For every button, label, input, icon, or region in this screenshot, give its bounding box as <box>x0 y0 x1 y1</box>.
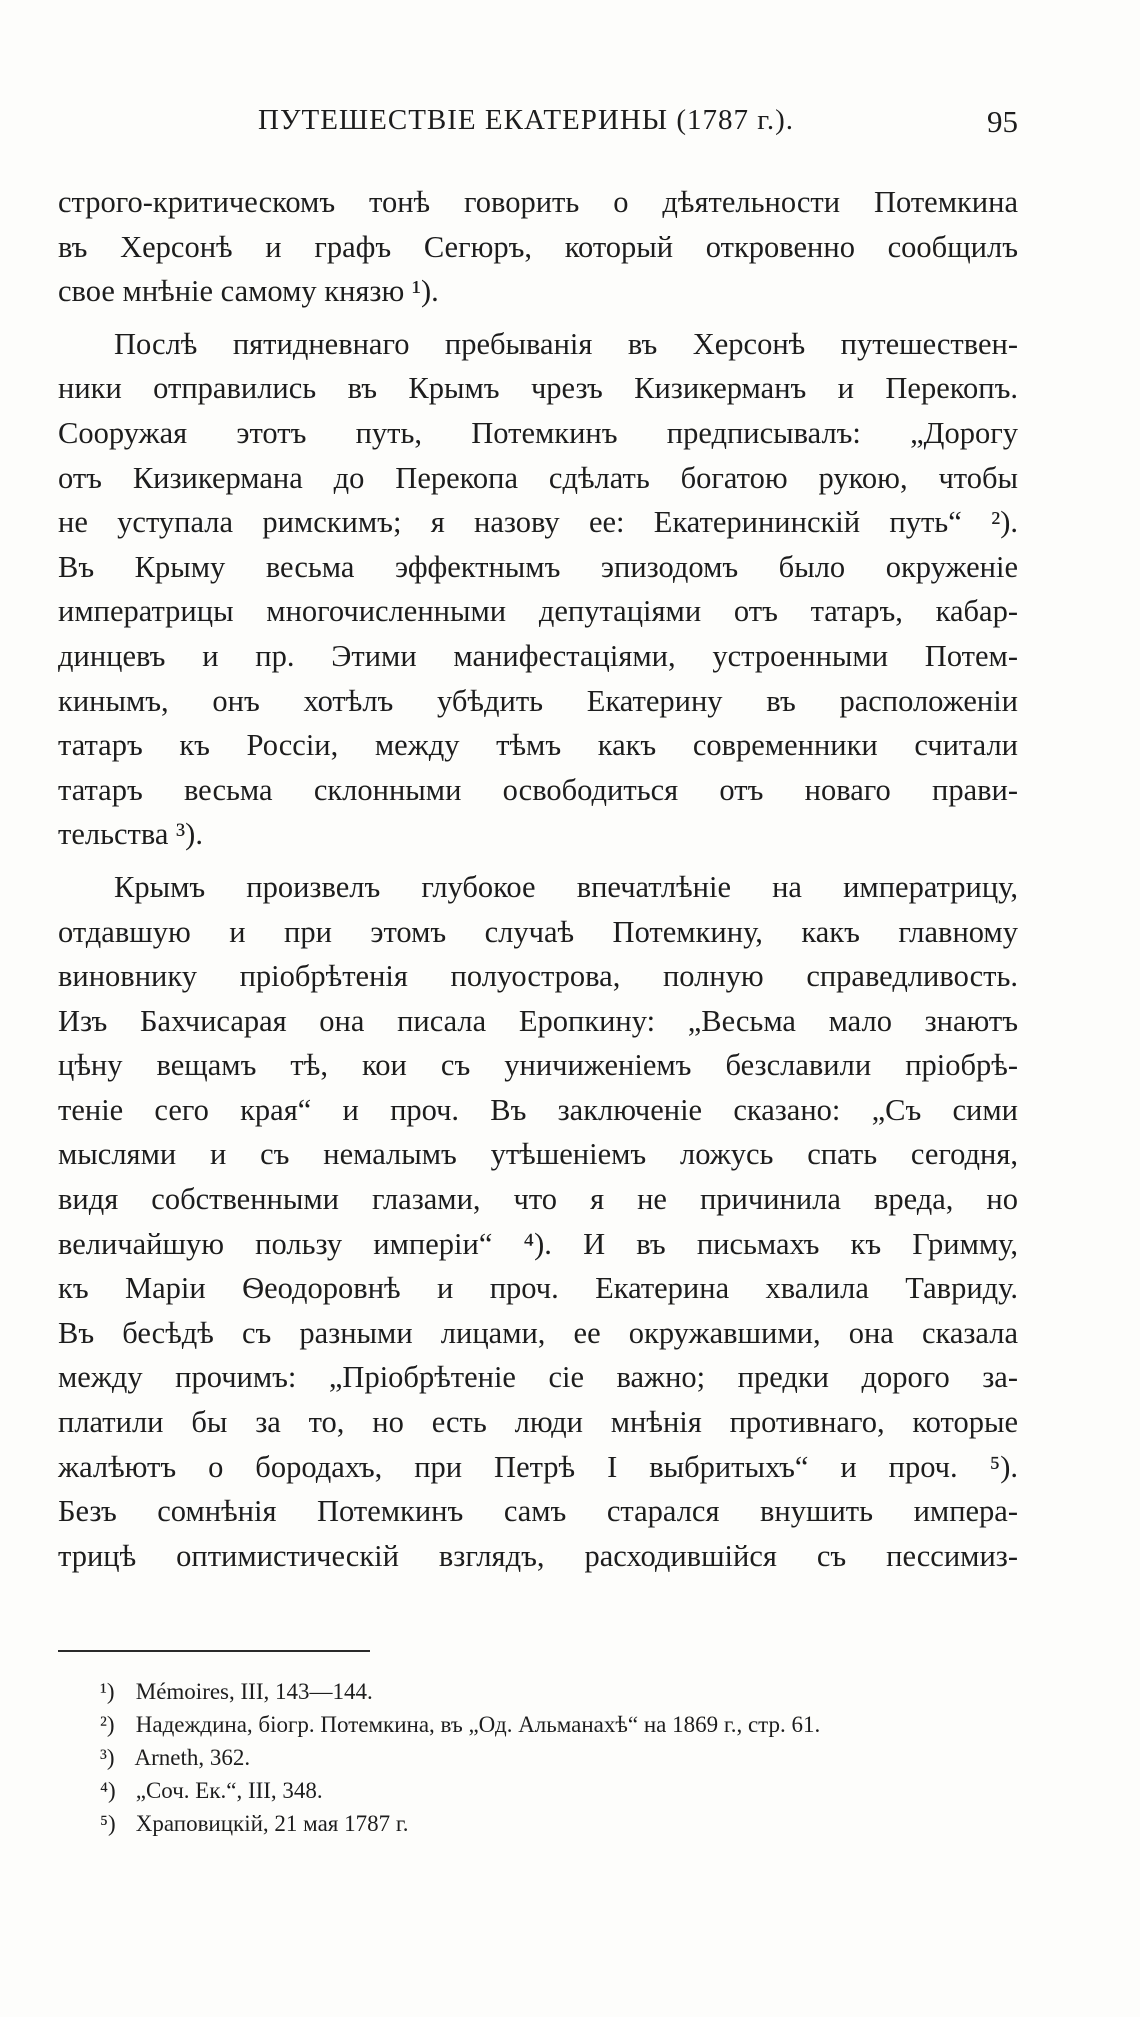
text-line: Въ бесѣдѣ съ разными лицами, ее окружавшими, она сказала <box>58 1315 1018 1350</box>
footnote-mark: ¹) <box>100 1679 115 1704</box>
footnote-divider <box>58 1650 370 1652</box>
text-line: платили бы за то, но есть люди мнѣнія противнаго, которые <box>58 1405 1018 1440</box>
text-line: отъ Кизикермана до Перекопа сдѣлать богатою рукою, чтобы <box>58 460 1018 495</box>
text-line: въ Херсонѣ и графъ Сегюръ, который откровенно сообщилъ <box>58 229 1018 264</box>
text-line: отдавшую и при этомъ случаѣ Потемкину, какъ главному <box>58 914 1018 949</box>
footnote <box>100 1708 1018 1741</box>
footnote-mark: ⁴) <box>100 1778 116 1803</box>
text-line: динцевъ и пр. Этими манифестаціями, устроенными Потем- <box>58 638 1018 673</box>
text-line: Сооружая этотъ путь, Потемкинъ предписывалъ: „Дорогу <box>58 415 1018 450</box>
page-header <box>58 104 1018 148</box>
text-line: трицѣ оптимистическій взглядъ, расходившійся съ пессимиз- <box>58 1538 1018 1573</box>
text-line: Въ Крыму весьма эффектнымъ эпизодомъ было окруженіе <box>58 549 1018 584</box>
footnote-text: Надеждина, біогр. Потемкина, въ „Од. Альманахѣ“ на 1869 г., стр. 61. <box>135 1712 821 1737</box>
footnote <box>100 1807 1018 1840</box>
text-line: цѣну вещамъ тѣ, кои съ уничиженіемъ безславили пріобрѣ- <box>58 1048 1018 1083</box>
text-line: строго-критическомъ тонѣ говорить о дѣятельности Потемкина <box>58 185 1018 219</box>
text-line: кинымъ, онъ хотѣлъ убѣдить Екатерину въ расположеніи <box>58 683 1018 718</box>
text-line: ники отправились въ Крымъ чрезъ Кизикерманъ и Перекопъ. <box>58 371 1018 406</box>
footnotes <box>100 1675 1018 1840</box>
body-text <box>58 180 1018 1578</box>
text-line: Изъ Бахчисарая она писала Еропкину: „Весьма мало знаютъ <box>58 1003 1018 1038</box>
text-line: Крымъ произвелъ глубокое впечатлѣніе на императрицу, <box>114 869 1018 904</box>
text-line: между прочимъ: „Пріобрѣтеніе сіе важно; предки дорого за- <box>58 1360 1018 1395</box>
paragraph <box>58 865 1018 1579</box>
text-line: Послѣ пятидневнаго пребыванія въ Херсонѣ путешествен- <box>114 326 1018 361</box>
footnote <box>100 1675 1018 1708</box>
footnote-mark: ²) <box>100 1712 115 1737</box>
paragraph <box>58 180 1018 314</box>
page-number: 95 <box>987 104 1018 139</box>
running-head: ПУТЕШЕСТВІЕ ЕКАТЕРИНЫ (1787 г.). <box>258 104 795 136</box>
footnote-mark: ⁵) <box>100 1811 116 1836</box>
text-line: свое мнѣніе самому князю ¹). <box>58 274 439 309</box>
text-line: мыслями и съ немалымъ утѣшеніемъ ложусь спать сегодня, <box>58 1137 1018 1172</box>
paragraph-gap <box>58 857 1018 865</box>
footnote-text: „Соч. Ек.“, III, 348. <box>135 1778 323 1803</box>
text-line: теніе сего края“ и проч. Въ заключеніе сказано: „Съ сими <box>58 1092 1018 1127</box>
text-line: величайшую пользу имперіи“ ⁴). И въ письмахъ къ Гримму, <box>58 1226 1018 1261</box>
text-line: виновнику пріобрѣтенія полуострова, полную справедливость. <box>58 959 1018 994</box>
paragraph <box>58 322 1018 857</box>
footnote <box>100 1741 1018 1774</box>
footnote-mark: ³) <box>100 1745 115 1770</box>
text-line: видя собственными глазами, что я не причинила вреда, но <box>58 1182 1018 1217</box>
text-line: Безъ сомнѣнія Потемкинъ самъ старался внушить импера- <box>58 1494 1018 1529</box>
text-line: не уступала римскимъ; я назову ее: Екатерининскій путь“ ²). <box>58 505 1018 540</box>
text-line: татаръ къ Россіи, между тѣмъ какъ современники считали <box>58 728 1018 763</box>
text-line: къ Маріи Ѳеодоровнѣ и проч. Екатерина хвалила Тавриду. <box>58 1271 1018 1306</box>
footnote-text: Arneth, 362. <box>134 1745 251 1770</box>
text-line: императрицы многочисленными депутаціями отъ татаръ, кабар- <box>58 594 1018 629</box>
text-line: жалѣютъ о бородахъ, при Петрѣ I выбритыхъ“ и проч. ⁵). <box>58 1449 1018 1484</box>
text-line: татаръ весьма склонными освободиться отъ новаго прави- <box>58 772 1018 807</box>
footnote <box>100 1774 1018 1807</box>
footnote-text: Храповицкій, 21 мая 1787 г. <box>135 1811 409 1836</box>
footnote-text: Mémoires, III, 143—144. <box>135 1679 373 1704</box>
paragraph-gap <box>58 314 1018 322</box>
text-line: тельства ³). <box>58 817 203 852</box>
